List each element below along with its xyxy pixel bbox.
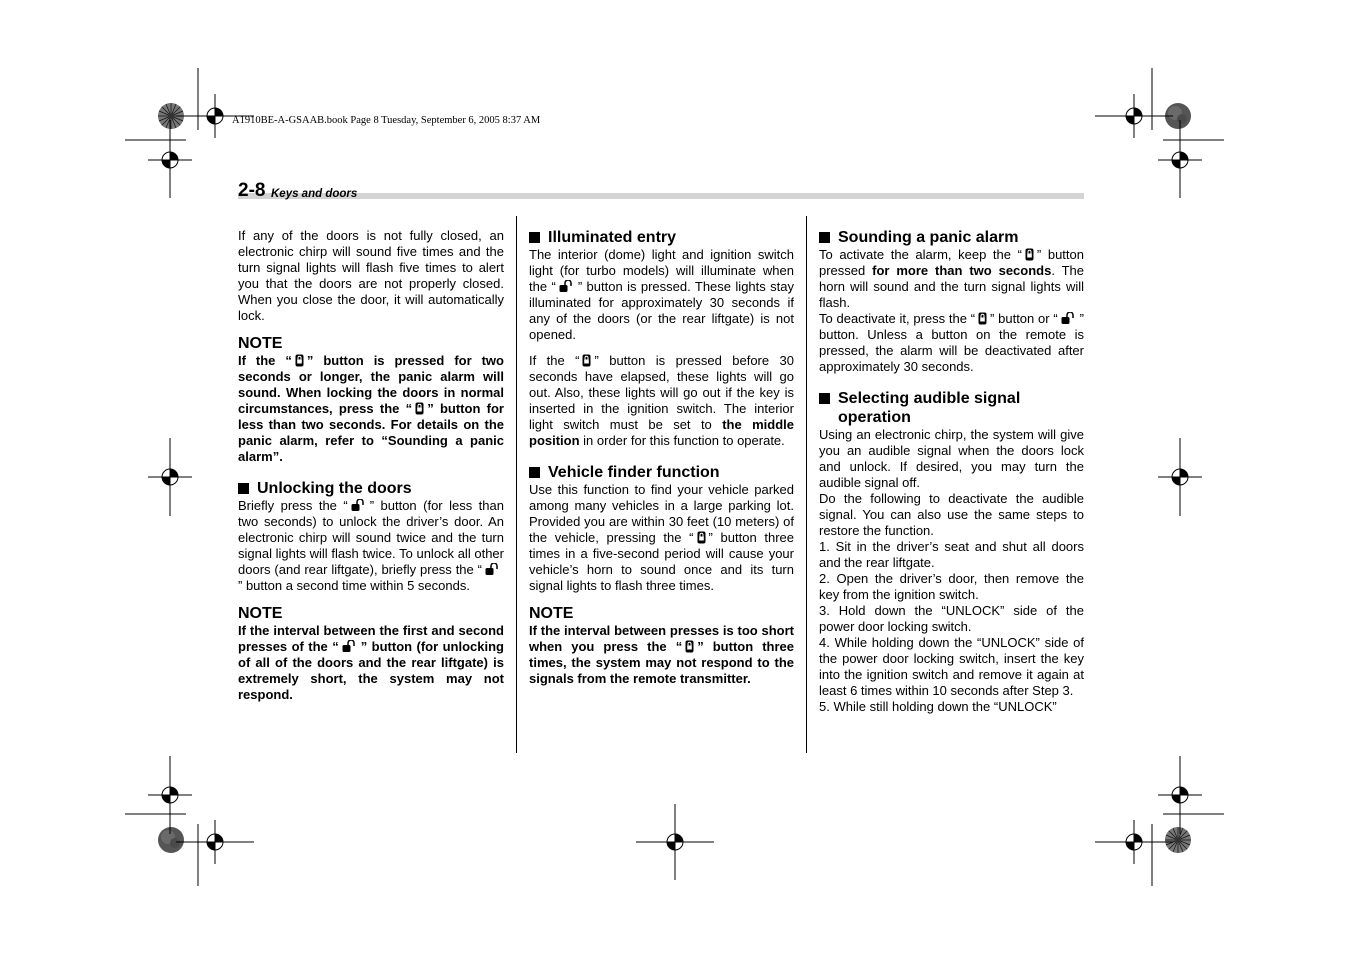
intro-paragraph: If any of the doors is not fully closed, an electronic chirp will sound five times and the turn signal lights will flash five times to alert you that the doors are not properly closed. When you close the door, it will automatically lock.	[238, 228, 504, 323]
bullet-square-icon	[529, 467, 540, 478]
heading-sounding-a-panic-alarm: Sounding a panic alarm	[819, 228, 1084, 247]
section-header-bar	[238, 193, 1084, 199]
note-heading: NOTE	[238, 335, 283, 352]
heading-selecting-audible-signal: Selecting audible signal operation	[819, 389, 1084, 427]
remote-lock-button-icon	[582, 354, 591, 367]
heading-illuminated-entry: Illuminated entry	[529, 228, 794, 247]
remote-unlock-button-icon	[342, 640, 358, 653]
remote-lock-button-icon	[978, 312, 987, 325]
file-header: A1910BE-A-GSAAB.book Page 8 Tuesday, September 6, 2005 8:37 AM	[232, 115, 541, 126]
vehicle-finder-paragraph: Use this function to find your vehicle parked among many vehicles in a large parking lot. Provided you are within 30 feet (10 meters) of the vehicle, pressing the “ ” button three times in a five-second period will cause your vehicle’s horn to sound once and its turn signal lights to flash three times.	[529, 482, 795, 593]
step-item: 2. Open the driver’s door, then remove the key from the ignition switch.	[819, 571, 1084, 602]
bullet-square-icon	[529, 232, 540, 243]
note-panic-alarm: If the “ ” button is pressed for two seconds or longer, the panic alarm will sound. When locking the doors in normal circumstances, press the “ ” button for less than two seconds. For details on the panic alarm, refer to “Sounding a panic alarm”.	[238, 353, 504, 464]
column-divider	[806, 216, 807, 753]
column-1	[238, 228, 504, 703]
note-heading: NOTE	[529, 605, 574, 622]
column-3	[819, 228, 1084, 715]
note-heading: NOTE	[238, 605, 283, 622]
bullet-square-icon	[819, 232, 830, 243]
step-item: 3. Hold down the “UNLOCK” side of the power door locking switch.	[819, 603, 1084, 634]
bullet-square-icon	[819, 393, 830, 404]
step-item: 5. While still holding down the “UNLOCK”	[819, 699, 1057, 714]
bullet-square-icon	[238, 483, 249, 494]
illuminated-entry-paragraph: The interior (dome) light and ignition switch light (for turbo models) will illuminate when the “ ” button is pressed. These lights stay illuminated for approximately 30 seconds if any of the doors (or the rear liftgate) is not opened.	[529, 247, 795, 342]
remote-lock-button-icon	[685, 640, 694, 653]
audible-paragraph-2: Do the following to deactivate the audible signal. You can also use the same steps to restore the function.	[819, 491, 1084, 538]
step-item: 4. While holding down the “UNLOCK” side of the power door locking switch, insert the key into the ignition switch and remove it again at least 6 times within 10 seconds after Step 3.	[819, 635, 1084, 698]
section-title: Keys and doors	[271, 188, 358, 200]
note-finder-interval: If the interval between presses is too short when you press the “ ” button three times, the system may not respond to the signals from the remote transmitter.	[529, 623, 794, 686]
column-2	[529, 228, 794, 687]
panic-alarm-paragraph: To activate the alarm, keep the “ ” button pressed for more than two seconds. The horn will sound and the turn signal lights will flash.	[819, 247, 1084, 310]
remote-lock-button-icon	[415, 402, 424, 415]
panic-alarm-deactivate-paragraph: To deactivate it, press the “ ” button or “ ” button. Unless a button on the remote is pressed, the alarm will be deactivated after approximately 30 seconds.	[819, 311, 1084, 374]
step-item: 1. Sit in the driver’s seat and shut all doors and the rear liftgate.	[819, 539, 1084, 570]
illuminated-entry-paragraph-2: If the “ ” button is pressed before 30 seconds have elapsed, these lights will go out. Also, these lights will go out if the key is inserted in the ignition switch. The interior light switch must be set to the middle position in order for this function to operate.	[529, 353, 794, 448]
heading-unlocking-the-doors: Unlocking the doors	[238, 479, 504, 498]
remote-unlock-button-icon	[351, 499, 367, 512]
remote-unlock-button-icon	[559, 280, 575, 293]
unlocking-paragraph: Briefly press the “ ” button (for less than two seconds) to unlock the driver’s door. An electronic chirp will sound twice and the turn signal lights will flash twice. To unlock all other doors (and rear liftgate), briefly press the “” button a second time within 5 seconds.	[238, 498, 504, 593]
remote-lock-button-icon	[295, 354, 304, 367]
note-unlock-interval: If the interval between the first and second presses of the “ ” button (for unlocking of all of the doors and the rear liftgate) is extremely short, the system may not respond.	[238, 623, 504, 702]
column-divider	[516, 216, 517, 753]
heading-vehicle-finder-function: Vehicle finder function	[529, 463, 794, 482]
remote-unlock-button-icon	[1061, 312, 1077, 325]
page-number: 2-8	[238, 180, 266, 201]
remote-lock-button-icon	[1025, 248, 1034, 261]
remote-unlock-button-icon	[485, 563, 501, 576]
remote-lock-button-icon	[697, 531, 706, 544]
audible-paragraph-1: Using an electronic chirp, the system will give you an audible signal when the doors lock and unlock. If desired, you may turn the audible signal off.	[819, 427, 1084, 490]
